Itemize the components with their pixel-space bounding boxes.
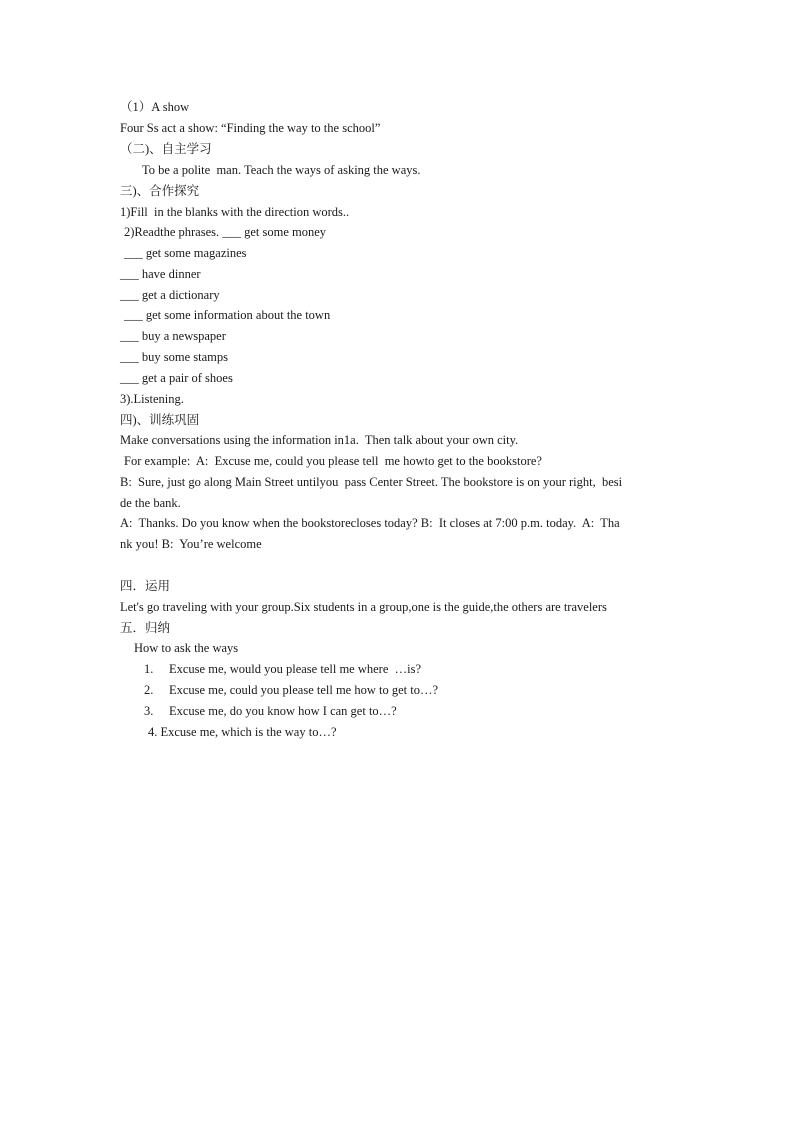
example-line: nk you! B: You’re welcome	[120, 537, 262, 551]
phrase-item: ___ buy a newspaper	[120, 329, 226, 343]
section-heading-self-study: （二)、自主学习	[120, 142, 212, 156]
section-heading-cooperative: 三)、合作探究	[120, 184, 200, 198]
apply-text: Let's go traveling with your group.Six students in a group,one is the guide,the others are travelers	[120, 600, 607, 614]
practice-instruction: Make conversations using the information in1a. Then talk about your own city.	[120, 433, 519, 447]
phrase-item: ___ have dinner	[120, 267, 201, 281]
self-study-text: To be a polite man. Teach the ways of asking the ways.	[142, 163, 421, 177]
summary-title: How to ask the ways	[134, 641, 239, 655]
phrase-item: ___ get a dictionary	[120, 288, 220, 302]
show-description: Four Ss act a show: “Finding the way to the school”	[120, 121, 381, 135]
section-heading-apply: 四．运用	[120, 579, 171, 593]
example-line: de the bank.	[120, 496, 181, 510]
summary-item: 2. Excuse me, could you please tell me how to get to…?	[144, 683, 439, 697]
summary-item: 4. Excuse me, which is the way to…?	[148, 725, 337, 739]
section-heading-summary: 五．归纳	[120, 621, 171, 635]
example-line: For example: A: Excuse me, could you please tell me howto get to the bookstore?	[124, 454, 542, 468]
phrase-item: ___ buy some stamps	[120, 350, 228, 364]
summary-item: 3. Excuse me, do you know how I can get to…?	[144, 704, 397, 718]
phrase-item: ___ get a pair of shoes	[120, 371, 233, 385]
phrase-item: ___ get some magazines	[124, 246, 247, 260]
example-line: A: Thanks. Do you know when the bookstorecloses today? B: It closes at 7:00 p.m. today. A: Tha	[120, 516, 620, 530]
summary-item: 1. Excuse me, would you please tell me where …is?	[144, 662, 422, 676]
section-heading-practice: 四)、训练巩固	[120, 413, 200, 427]
phrase-item: ___ get some information about the town	[124, 308, 331, 322]
section-heading-show: （1）A show	[120, 100, 190, 114]
example-line: B: Sure, just go along Main Street untilyou pass Center Street. The bookstore is on your right, besi	[120, 475, 623, 489]
task-read-phrases: 2)Readthe phrases. ___ get some money	[124, 225, 327, 239]
task-listening: 3).Listening.	[120, 392, 184, 406]
task-fill-blanks: 1)Fill in the blanks with the direction words..	[120, 205, 350, 219]
